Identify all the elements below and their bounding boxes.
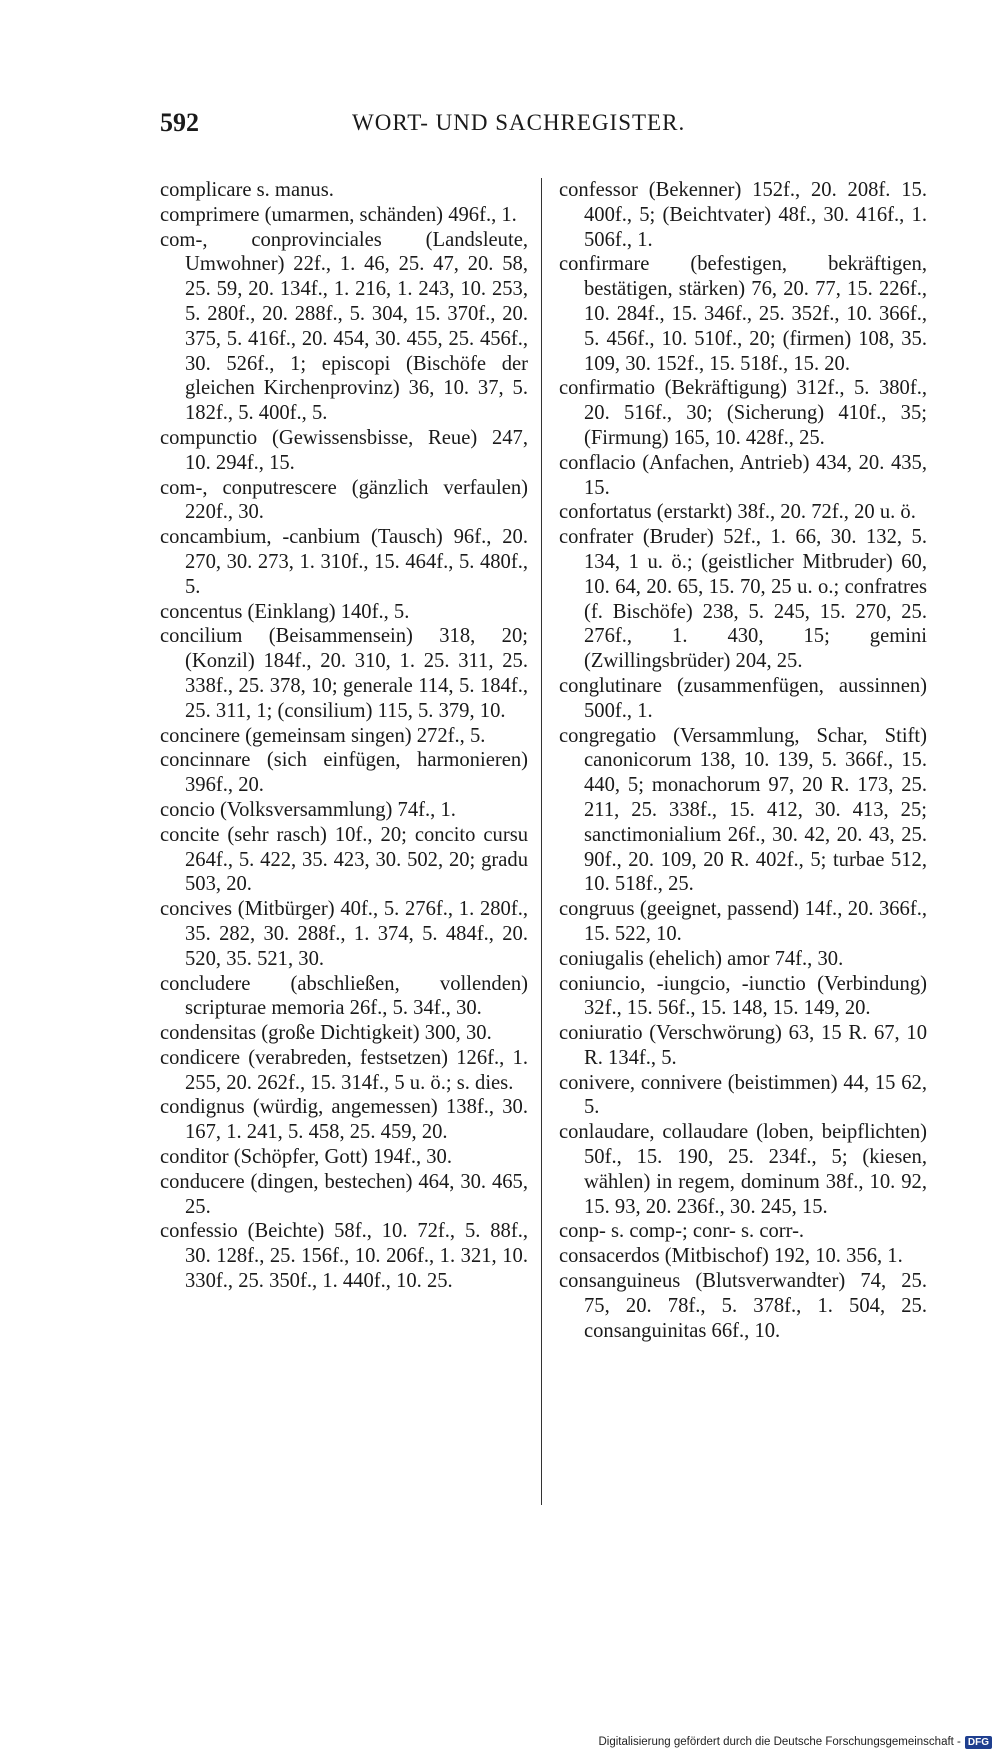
index-entry: confortatus (erstarkt) 38f., 20. 72f., 20 u. ö. bbox=[559, 501, 916, 524]
index-entry: conditor (Schöpfer, Gott) 194f., 30. bbox=[160, 1146, 453, 1169]
index-entry: conflacio (Anfachen, Antrieb) 434, 20. 435, 15. bbox=[559, 451, 927, 499]
index-entry: coniuncio, -iungcio, -iunctio (Verbindung) 32f., 15. 56f., 15. 148, 15. 149, 20. bbox=[559, 972, 927, 1020]
index-entry: confessor (Bekenner) 152f., 20. 208f. 15. 400f., 5; (Beichtvater) 48f., 30. 416f., 1. 506f., 1. bbox=[559, 179, 927, 251]
index-entry: conlaudare, collaudare (loben, beipflichten) 50f., 15. 190, 25. 234f., 5; (kiesen, wählen) in regem, dominum 38f., 10. 92, 15. 93, 20. 236f., 30. 245, 15. bbox=[559, 1121, 927, 1218]
index-entry: congruus (geeignet, passend) 14f., 20. 366f., 15. 522, 10. bbox=[559, 898, 927, 945]
index-entry: concilium (Beisammensein) 318, 20; (Konzil) 184f., 20. 310, 1. 25. 311, 25. 338f., 25. 378, 10; generale 114, 5. 184f., 25. 311, 1; (consilium) 115, 5. 379, 10. bbox=[160, 625, 528, 722]
index-entry: concinere (gemeinsam singen) 272f., 5. bbox=[160, 724, 486, 747]
index-entry: congregatio (Versammlung, Schar, Stift) canonicorum 138, 10. 139, 5. 366f., 15. 440, 5; monachorum 97, 20 R. 173, 25. 211, 25. 338f., 15. 412, 30. 413, 25; sanctimonialium 26f., 30. 42, 20. 43, 25. 90f., 20. 109, 20 R. 402f., 5; turbae 512, 10. 518f., 25. bbox=[559, 724, 927, 896]
index-entry: concinnare (sich einfügen, harmonieren) 396f., 20. bbox=[160, 749, 528, 797]
index-entry: comprimere (umarmen, schänden) 496f., 1. bbox=[160, 203, 517, 226]
index-entry: concite (sehr rasch) 10f., 20; concito cursu 264f., 5. 422, 35. 423, 30. 502, 20; gradu 503, 20. bbox=[160, 823, 528, 896]
dfg-logo: DFG bbox=[965, 1736, 992, 1749]
index-entry: coniuratio (Verschwörung) 63, 15 R. 67, 10 R. 134f., 5. bbox=[559, 1022, 927, 1069]
column-divider bbox=[541, 178, 542, 1505]
footer-credit: Digitalisierung gefördert durch die Deutsche Forschungsgemeinschaft - bbox=[598, 1736, 961, 1748]
index-entry: concentus (Einklang) 140f., 5. bbox=[160, 600, 410, 623]
page-header bbox=[160, 108, 735, 148]
right-column bbox=[559, 178, 927, 1343]
index-entry: conducere (dingen, bestechen) 464, 30. 465, 25. bbox=[160, 1170, 528, 1218]
running-title: WORT- UND SACHREGISTER. bbox=[352, 110, 686, 135]
index-entry: conglutinare (zusammenfügen, aussinnen) 500f., 1. bbox=[559, 674, 927, 722]
index-entry: concio (Volksversammlung) 74f., 1. bbox=[160, 798, 456, 821]
index-entry: condignus (würdig, angemessen) 138f., 30. 167, 1. 241, 5. 458, 25. 459, 20. bbox=[160, 1096, 528, 1144]
index-entry: confrater (Bruder) 52f., 1. 66, 30. 132, 5. 134, 1 u. ö.; (geistlicher Mitbruder) 60, 10. 64, 20. 65, 15. 70, 25 u. o.; confratres (f. Bischöfe) 238, 5. 245, 15. 270, 25. 276f., 1. 430, 15; gemini (Zwillingsbrüder) 204, 25. bbox=[559, 526, 927, 673]
index-entry: coniugalis (ehelich) amor 74f., 30. bbox=[559, 947, 844, 970]
index-entry: com-, conprovinciales (Landsleute, Umwohner) 22f., 1. 46, 25. 47, 20. 58, 25. 59, 20. 134f., 1. 216, 1. 243, 10. 253, 5. 280f., 20. 288f., 5. 304, 15. 370f., 20. 375, 5. 416f., 20. 454, 30. 455, 25. 456f., 30. 526f., 1; episcopi (Bischöfe der gleichen Kirchenprovinz) 36, 10. 37, 5. 182f., 5. 400f., 5. bbox=[160, 228, 528, 425]
index-entry: confessio (Beichte) 58f., 10. 72f., 5. 88f., 30. 128f., 25. 156f., 10. 206f., 1. 321, 10. 330f., 25. 350f., 1. 440f., 10. 25. bbox=[160, 1220, 528, 1293]
index-entry: conp- s. comp-; conr- s. corr-. bbox=[559, 1220, 805, 1243]
left-column bbox=[160, 178, 528, 1294]
index-entry: com-, conputrescere (gänzlich verfaulen) 220f., 30. bbox=[160, 476, 528, 524]
index-entry: confirmatio (Bekräftigung) 312f., 5. 380f., 20. 516f., 30; (Sicherung) 410f., 35; (Firmung) 165, 10. 428f., 25. bbox=[559, 377, 927, 449]
index-entry: concambium, -canbium (Tausch) 96f., 20. 270, 30. 273, 1. 310f., 15. 464f., 5. 480f., 5. bbox=[160, 526, 528, 598]
index-entry: conivere, connivere (beistimmen) 44, 15 62, 5. bbox=[559, 1071, 927, 1119]
page-number: 592 bbox=[160, 108, 199, 137]
index-entry: complicare s. manus. bbox=[160, 179, 334, 201]
footer bbox=[598, 1734, 992, 1750]
index-entry: concives (Mitbürger) 40f., 5. 276f., 1. 280f., 35. 282, 30. 288f., 1. 374, 5. 484f., 20. 520, 35. 521, 30. bbox=[160, 898, 528, 970]
index-entry: consacerdos (Mitbischof) 192, 10. 356, 1. bbox=[559, 1245, 903, 1268]
index-entry: condicere (verabreden, festsetzen) 126f., 1. 255, 20. 262f., 15. 314f., 5 u. ö.; s. dies. bbox=[160, 1046, 528, 1094]
index-entry: concludere (abschließen, vollenden) scripturae memoria 26f., 5. 34f., 30. bbox=[160, 972, 528, 1020]
index-entry: compunctio (Gewissensbisse, Reue) 247, 10. 294f., 15. bbox=[160, 426, 528, 474]
index-entry: consanguineus (Blutsverwandter) 74, 25. 75, 20. 78f., 5. 378f., 1. 504, 25. consanguinitas 66f., 10. bbox=[559, 1270, 927, 1342]
index-entry: confirmare (befestigen, bekräftigen, bestätigen, stärken) 76, 20. 77, 15. 226f., 10. 284f., 15. 346f., 25. 352f., 10. 366f., 5. 456f., 10. 510f., 20; (firmen) 108, 35. 109, 30. 152f., 15. 518f., 15. 20. bbox=[559, 253, 927, 375]
index-entry: condensitas (große Dichtigkeit) 300, 30. bbox=[160, 1022, 492, 1045]
